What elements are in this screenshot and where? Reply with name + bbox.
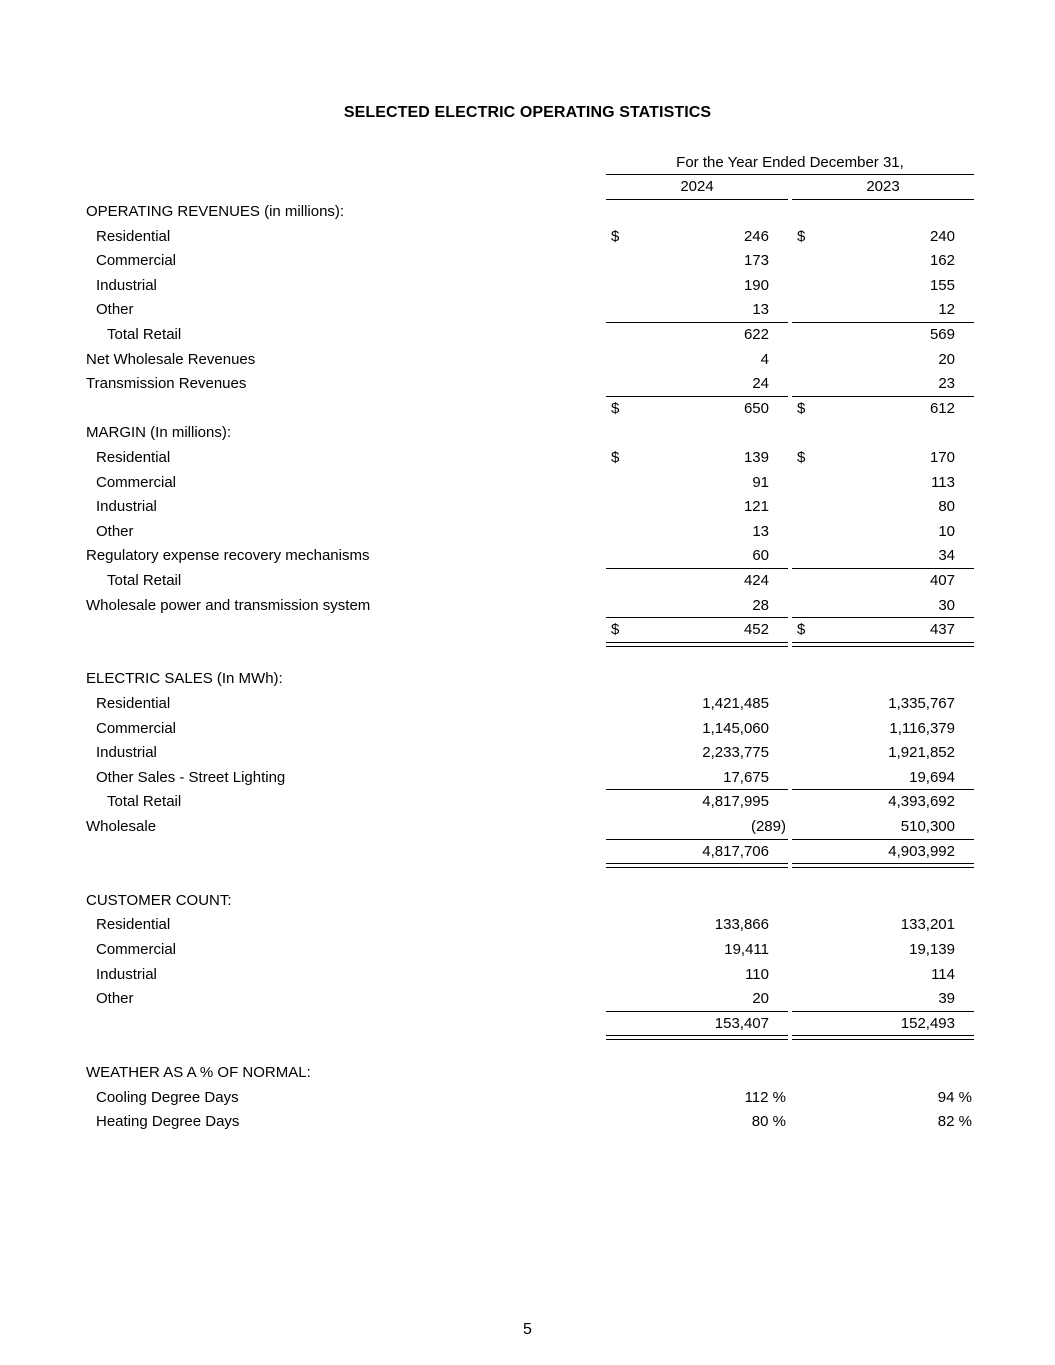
table-row — [0, 1110, 1055, 1134]
value-2023: 94 % — [937, 1088, 972, 1106]
value-2024: 452 — [743, 621, 769, 639]
value-2024: 622 — [743, 326, 769, 343]
value-2023: 437 — [929, 621, 955, 639]
table-row — [0, 372, 1055, 396]
currency-symbol-2024: $ — [611, 227, 620, 245]
table-row — [0, 1012, 1055, 1036]
value-2023: 155 — [929, 276, 955, 294]
table-row — [0, 963, 1055, 987]
value-2023: 1,116,379 — [889, 719, 955, 737]
table-row — [0, 569, 1055, 593]
row-label: Residential — [96, 449, 171, 466]
value-2023: 4,903,992 — [888, 842, 955, 860]
total-double-rule-2023 — [792, 863, 974, 868]
table-row — [0, 274, 1055, 298]
value-2024: 4,817,706 — [702, 842, 769, 860]
table-row — [0, 790, 1055, 814]
table-row — [0, 520, 1055, 544]
row-label: Wholesale — [86, 818, 157, 835]
row-label: Wholesale power and transmission system — [86, 596, 371, 614]
value-2023: 133,201 — [900, 916, 955, 934]
section-header-row — [0, 200, 1055, 224]
table-row — [0, 913, 1055, 937]
value-2023: 4,393,692 — [888, 793, 955, 811]
value-2024: 4,817,995 — [702, 793, 769, 811]
table-row — [0, 766, 1055, 790]
value-2023: 569 — [929, 326, 955, 343]
value-2023: 82 % — [937, 1113, 972, 1131]
value-2023: 10 — [938, 522, 955, 540]
value-2024: 1,421,485 — [702, 695, 769, 712]
value-2023: 170 — [929, 449, 955, 466]
row-label: Total Retail — [107, 572, 182, 589]
table-row — [0, 446, 1055, 470]
value-2024: 133,866 — [714, 916, 769, 934]
row-label: Industrial — [96, 744, 157, 762]
period-column-header: For the Year Ended December 31, — [676, 154, 904, 171]
value-2023: 240 — [929, 227, 955, 245]
row-label: Other — [96, 301, 134, 319]
value-2023: 510,300 — [900, 818, 955, 835]
table-row — [0, 298, 1055, 322]
value-2023: 162 — [929, 252, 955, 270]
currency-symbol-2023: $ — [797, 399, 806, 417]
value-2023: 12 — [938, 301, 955, 319]
value-2023: 80 — [938, 498, 955, 516]
value-2024: 19,411 — [724, 941, 769, 958]
value-2024: 246 — [743, 227, 769, 245]
row-label: Regulatory expense recovery mechanisms — [86, 547, 370, 565]
value-2024: 424 — [743, 572, 769, 589]
value-2024: 17,675 — [723, 768, 769, 786]
currency-symbol-2024: $ — [611, 621, 620, 639]
table-row — [0, 348, 1055, 372]
value-2024: (289) — [750, 818, 786, 835]
value-2024: 173 — [743, 252, 769, 270]
value-2024: 110 — [745, 965, 769, 983]
value-2023: 612 — [929, 399, 955, 417]
value-2023: 39 — [938, 990, 955, 1008]
total-double-rule-2023 — [792, 642, 974, 647]
table-row — [0, 741, 1055, 765]
value-2023: 152,493 — [900, 1014, 955, 1032]
value-2023: 19,139 — [909, 941, 955, 958]
currency-symbol-2023: $ — [797, 449, 806, 466]
row-label: Commercial — [96, 719, 177, 737]
table-row — [0, 840, 1055, 864]
value-2024: 121 — [743, 498, 769, 516]
row-label: Industrial — [96, 498, 157, 516]
section-header-row — [0, 667, 1055, 691]
value-2024: 1,145,060 — [702, 719, 769, 737]
total-double-rule-2023 — [792, 1035, 974, 1040]
page-number: 5 — [523, 1321, 532, 1338]
table-row — [0, 717, 1055, 741]
row-label: Residential — [96, 227, 171, 245]
row-label: Residential — [96, 695, 171, 712]
row-label: Commercial — [96, 473, 177, 491]
section-header: WEATHER AS A % OF NORMAL: — [86, 1064, 311, 1081]
year-2023-header: 2023 — [866, 178, 900, 195]
value-2024: 4 — [760, 350, 769, 368]
value-2024: 28 — [752, 596, 769, 614]
value-2023: 114 — [931, 965, 955, 983]
row-label: Industrial — [96, 965, 157, 983]
row-label: Net Wholesale Revenues — [86, 350, 256, 368]
currency-symbol-2023: $ — [797, 621, 806, 639]
currency-symbol-2024: $ — [611, 449, 620, 466]
value-2024: 24 — [752, 375, 769, 393]
total-double-rule-2024 — [606, 642, 788, 647]
value-2023: 19,694 — [909, 768, 955, 786]
table-row — [0, 249, 1055, 273]
page-title: SELECTED ELECTRIC OPERATING STATISTICS — [343, 104, 712, 121]
value-2024: 60 — [752, 547, 769, 565]
value-2024: 139 — [743, 449, 769, 466]
value-2023: 1,335,767 — [888, 695, 955, 712]
row-label: Commercial — [96, 941, 177, 958]
value-2024: 91 — [752, 473, 769, 491]
table-row — [0, 815, 1055, 839]
value-2024: 13 — [752, 522, 769, 540]
total-double-rule-2024 — [606, 863, 788, 868]
table-row — [0, 225, 1055, 249]
row-label: Transmission Revenues — [86, 375, 247, 393]
value-2024: 112 % — [744, 1088, 786, 1106]
year-2024-header: 2024 — [680, 178, 714, 195]
value-2024: 650 — [743, 399, 769, 417]
section-header: CUSTOMER COUNT: — [86, 891, 232, 909]
row-label: Other — [96, 522, 134, 540]
section-header: ELECTRIC SALES (In MWh): — [86, 670, 283, 688]
row-label: Total Retail — [107, 793, 182, 811]
currency-symbol-2024: $ — [611, 399, 620, 417]
value-2024: 20 — [752, 990, 769, 1008]
value-2023: 20 — [938, 350, 955, 368]
table-row — [0, 471, 1055, 495]
row-label: Total Retail — [107, 326, 182, 343]
table-row — [0, 692, 1055, 716]
table-row — [0, 323, 1055, 347]
value-2024: 13 — [752, 301, 769, 319]
table-row — [0, 594, 1055, 618]
period-header-rule — [606, 174, 974, 175]
row-label: Industrial — [96, 276, 157, 294]
row-label: Residential — [96, 916, 171, 934]
table-row — [0, 495, 1055, 519]
value-2023: 1,921,852 — [888, 744, 955, 762]
row-label: Heating Degree Days — [96, 1113, 240, 1131]
table-row — [0, 938, 1055, 962]
value-2023: 23 — [938, 375, 955, 393]
section-header-row — [0, 421, 1055, 445]
value-2024: 153,407 — [714, 1014, 769, 1032]
row-label: Commercial — [96, 252, 177, 270]
row-label: Cooling Degree Days — [96, 1088, 239, 1106]
value-2023: 30 — [938, 596, 955, 614]
value-2023: 34 — [938, 547, 955, 565]
section-header: MARGIN (In millions): — [86, 424, 232, 442]
currency-symbol-2023: $ — [797, 227, 806, 245]
row-label: Other Sales - Street Lighting — [96, 768, 286, 786]
section-header: OPERATING REVENUES (in millions): — [86, 203, 345, 220]
table-row — [0, 397, 1055, 421]
value-2024: 2,233,775 — [702, 744, 769, 762]
value-2023: 407 — [929, 572, 955, 589]
value-2024: 190 — [743, 276, 769, 294]
table-row — [0, 1086, 1055, 1110]
table-row — [0, 618, 1055, 642]
table-row — [0, 987, 1055, 1011]
table-row — [0, 544, 1055, 568]
value-2024: 80 % — [751, 1113, 786, 1131]
section-header-row — [0, 1061, 1055, 1085]
value-2023: 113 — [931, 473, 955, 491]
total-double-rule-2024 — [606, 1035, 788, 1040]
row-label: Other — [96, 990, 134, 1008]
section-header-row — [0, 889, 1055, 913]
